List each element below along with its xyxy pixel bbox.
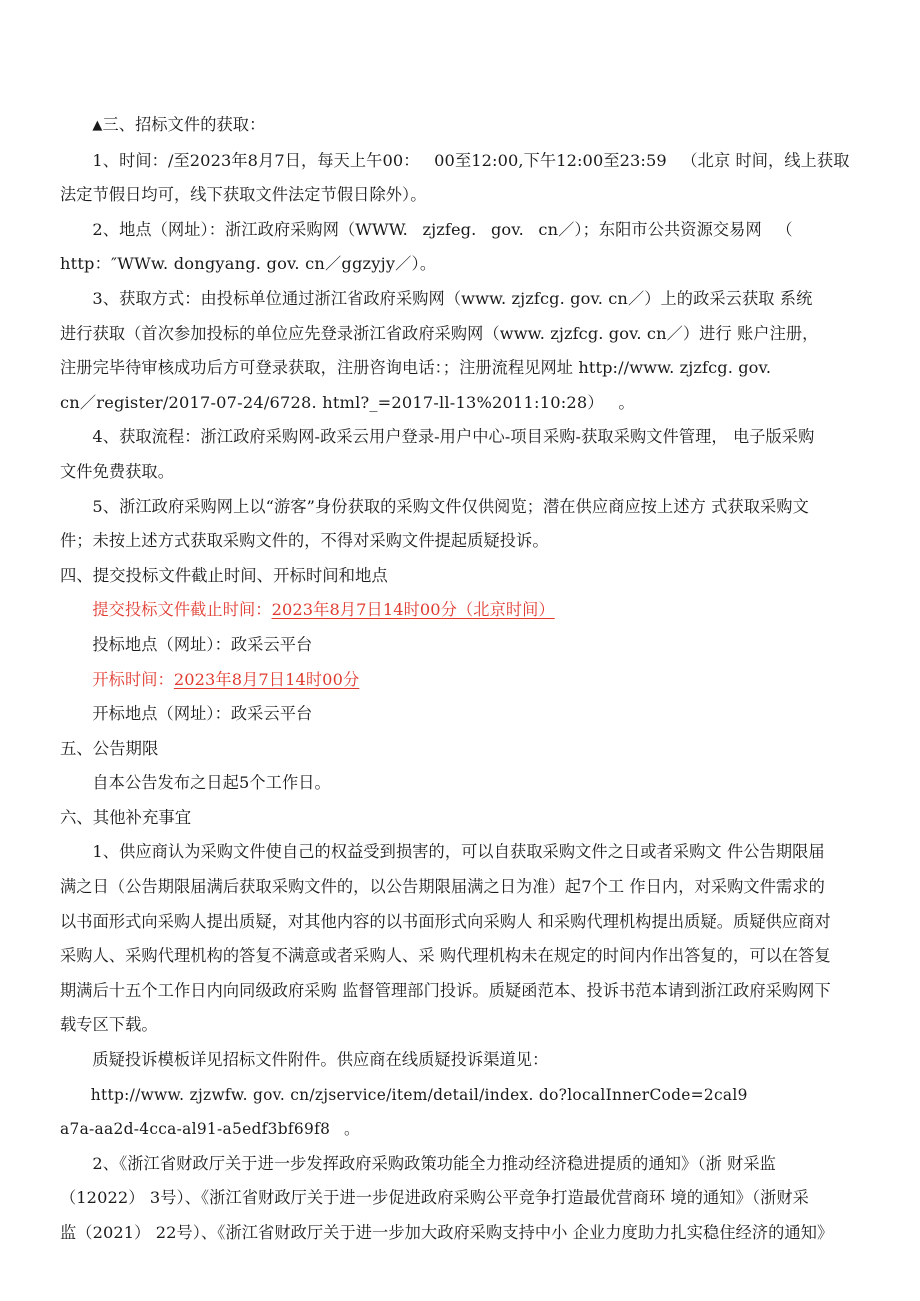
submission-deadline-value: 2023年8月7日14时00分（北京时间） [271, 600, 555, 620]
item-5-guest-line-2 [60, 524, 872, 559]
section-6-item-1-line-6: 载专区下载。 [60, 1015, 158, 1035]
item-3-text-a: 3、获取方式：由投标单位通过浙江省政府采购网（www. zjzfcg. gov. cn／）上的政采云获取 系统 [92, 288, 813, 308]
complaint-channel-url-period: 。 [344, 1120, 360, 1139]
section-6-item-2-line-1: 2、《浙江省财政厅关于进一步发挥政府采购政策功能全力推动经济稳进提质的通知》（浙 财采监 [92, 1153, 776, 1173]
section-6-item-1-line-7: 质疑投诉模板详见招标文件附件。供应商在线质疑投诉渠道见： [92, 1050, 549, 1070]
item-1-time-text-b: 00至12:00,下午12:00至23:59 [434, 150, 667, 170]
item-2-text-f: http：″WWw. dongyang. gov. cn／ggzyjy／）。 [60, 254, 437, 274]
item-3-method-line-2 [60, 317, 872, 352]
section-6-item-1-line-4: 采购人、采购代理机构的答复不满意或者采购人、采 购代理机构未在规定的时间内作出答复的，可以在答复 [60, 946, 831, 966]
item-1-time-text-a: 1、时间：/至2023年8月7日，每天上午00： [92, 150, 420, 170]
complaint-channel-url-line-1: http://www. zjzwfw. gov. cn/zjservice/item/detail/index. do?localInnerCode=2cal9 [90, 1085, 748, 1104]
item-2-text-d: cn／）；东阳市公共资源交易网 [538, 219, 762, 239]
item-2-text-b: zjzfeg. [422, 219, 477, 239]
item-4-process-line-2 [60, 455, 872, 490]
section-6-heading: 六、其他补充事宜 [60, 807, 192, 827]
item-3-text-c: 注册完毕待审核成功后方可登录获取，注册咨询电话：；注册流程见网址 http://www. zjzfcg. gov. [60, 358, 772, 378]
item-1-time-text-d: 法定节假日均可，线下获取文件法定节假日除外）。 [60, 185, 427, 205]
item-5-guest-line-1 [60, 490, 872, 525]
item-4-text-a: 4、获取流程：浙江政府采购网-政采云用户登录-用户中心-项目采购-获取采购文件管理， 电子版采购 [92, 427, 815, 447]
complaint-channel-url-text: a7a-aa2d-4cca-al91-a5edf3bf69f8 [60, 1120, 331, 1139]
section-6-item-2-line-3: 监（2021） 22号）、《浙江省财政厅关于进一步加大政府采购支持中小 企业力度助力扎实稳住经济的通知》 [60, 1223, 834, 1242]
item-3-method-line-1 [60, 282, 872, 317]
item-5-text-a: 5、浙江政府采购网上以“游客”身份获取的采购文件仅供阅览；潜在供应商应按上述方 式获取采购文 [92, 496, 809, 516]
item-4-process-line-1 [60, 420, 872, 455]
section-3-heading-text: 三、招标文件的获取： [102, 115, 266, 134]
bid-opening-time-line [60, 663, 872, 698]
item-3-text-d: cn／register/2017-07-24/6728. html?_=2017-ll-13%2011:10:28） [60, 392, 604, 412]
complaint-channel-url-line-2 [60, 1112, 872, 1147]
item-3-text-e: 。 [618, 392, 635, 412]
item-2-text-c: gov. [490, 219, 524, 239]
section-6-item-1-line-2: 满之日（公告期限届满后获取采购文件的，以公告期限届满之日为准）起7个工 作日内，对采购文件需求的 [60, 877, 825, 897]
bid-opening-location-line: 开标地点（网址）：政采云平台 [92, 704, 313, 724]
item-2-text-a: 2、地点（网址）：浙江政府采购网（WWW. [92, 219, 408, 239]
bid-opening-time-label: 开标时间： [92, 669, 174, 689]
bid-opening-time-value: 2023年8月7日14时00分 [173, 669, 360, 689]
item-1-time-line-1 [60, 144, 872, 179]
section-6-item-2-line-2: （12022） 3号）、《浙江省财政厅关于进一步促进政府采购公平竞争打造最优营商环 境的通知》（浙财采 [60, 1188, 809, 1208]
document-body [60, 108, 872, 1251]
item-5-text-b: 件；未按上述方式获取采购文件的，不得对采购文件提起质疑投诉。 [60, 531, 549, 551]
section-4-heading: 四、提交投标文件截止时间、开标时间和地点 [60, 565, 388, 585]
triangle-bullet-icon: ▲ [92, 118, 103, 133]
item-1-time-text-c: （北京 时间，线上获取 [681, 150, 850, 170]
item-2-text-e: （ [776, 219, 793, 239]
section-5-body: 自本公告发布之日起5个工作日。 [92, 773, 331, 793]
submission-deadline-label: 提交投标文件截止时间： [92, 600, 272, 620]
item-1-time-line-2 [60, 178, 872, 213]
section-6-item-1-line-5: 期满后十五个工作日内向同级政府采购 监督管理部门投诉。质疑函范本、投诉书范本请到浙江政府采购网下 [60, 980, 831, 1000]
bid-location-line: 投标地点（网址）：政采云平台 [92, 634, 313, 654]
submission-deadline-line [60, 593, 872, 628]
item-4-text-b: 文件免费获取。 [60, 461, 175, 481]
item-2-location-line-1 [60, 213, 872, 248]
section-3-heading [60, 108, 872, 144]
item-3-method-line-3 [60, 351, 872, 386]
item-2-location-line-2 [60, 247, 872, 282]
item-3-text-b: 进行获取（首次参加投标的单位应先登录浙江省政府采购网（www. zjzfcg. gov. cn／）进行 账户注册， [60, 323, 819, 343]
section-6-item-1-line-3: 以书面形式向采购人提出质疑，对其他内容的以书面形式向采购人 和采购代理机构提出质疑。质疑供应商对 [60, 911, 831, 931]
section-6-item-1-line-1: 1、供应商认为采购文件使自己的权益受到损害的，可以自获取采购文件之日或者采购文 件公告期限届 [92, 842, 825, 862]
item-3-method-line-4 [60, 386, 872, 421]
section-5-heading: 五、公告期限 [60, 738, 159, 758]
